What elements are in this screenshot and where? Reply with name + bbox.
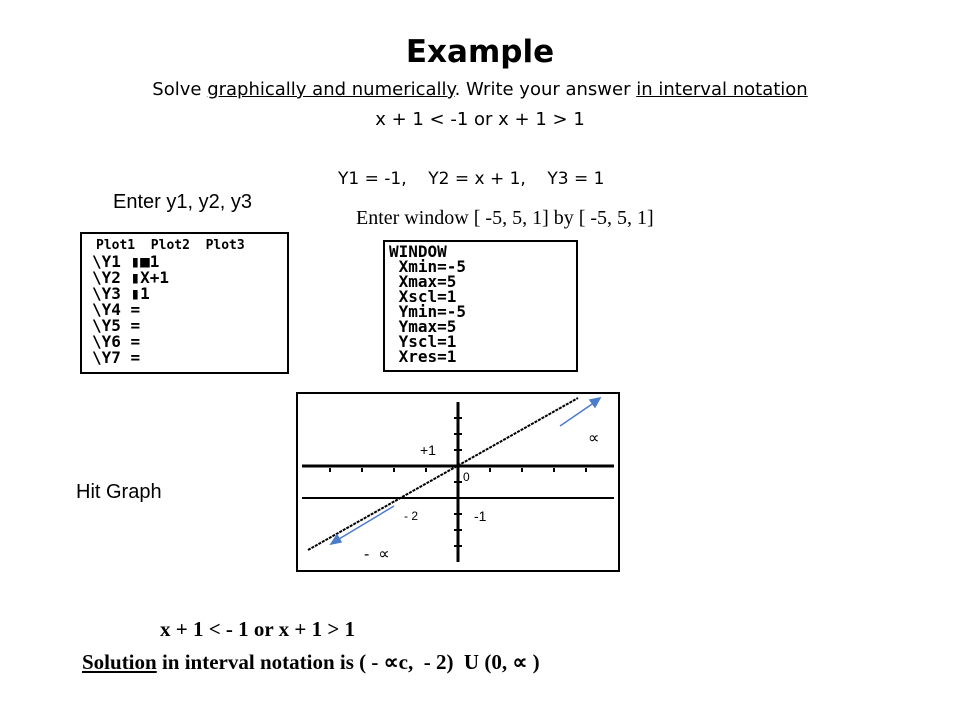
final-inequality: x + 1 < - 1 or x + 1 > 1 — [160, 617, 356, 641]
y-line-5: \Y5 = — [92, 316, 141, 335]
y-line-4: \Y4 = — [92, 300, 141, 319]
label-neg-infinity: - ∝ — [364, 546, 390, 563]
instructions-part1: Solve — [152, 79, 208, 100]
slide-title: Example — [405, 34, 555, 70]
window-line-1: WINDOW — [389, 242, 447, 261]
y-line-3: \Y3 ▮1 — [92, 284, 150, 303]
label-neg-one: -1 — [474, 508, 487, 524]
label-plus-one: +1 — [420, 442, 436, 458]
problem-equation: x + 1 < -1 or x + 1 > 1 — [375, 109, 585, 130]
y-line-7: \Y7 = — [92, 348, 141, 367]
label-zero: 0 — [463, 470, 470, 484]
enter-window-label: Enter window [ -5, 5, 1] by [ -5, 5, 1] — [356, 207, 654, 229]
arrow-right-icon — [560, 398, 600, 426]
window-screen — [383, 240, 578, 372]
arrow-left-icon — [331, 506, 394, 544]
plot-header: Plot1 Plot2 Plot3 — [96, 238, 245, 253]
window-line-2: Xmin=-5 — [389, 257, 467, 276]
instructions-part2: . Write your answer — [454, 79, 637, 100]
hit-graph-label: Hit Graph — [76, 481, 162, 503]
instructions — [0, 79, 960, 100]
solution-interval: in interval notation is ( - ∝c, - 2) U (0, ∝ ) — [156, 650, 540, 674]
window-line-4: Xscl=1 — [389, 287, 457, 306]
instructions-underlined-2: in interval notation — [636, 79, 808, 100]
enter-y-label: Enter y1, y2, y3 — [113, 191, 252, 213]
window-line-3: Xmax=5 — [389, 272, 457, 291]
window-line-7: Yscl=1 — [389, 332, 457, 351]
graph-screen — [296, 392, 620, 572]
y-editor-screen — [80, 232, 289, 374]
y-line-6: \Y6 = — [92, 332, 141, 351]
y-line-2: \Y2 ▮X+1 — [92, 268, 170, 287]
window-line-5: Ymin=-5 — [389, 302, 467, 321]
label-neg-two: - 2 — [404, 509, 419, 523]
line-y2 — [308, 398, 578, 550]
label-infinity: ∝ — [588, 430, 600, 447]
instructions-underlined-1: graphically and numerically — [207, 79, 455, 100]
solution-word: Solution — [82, 650, 157, 674]
window-line-8: Xres=1 — [389, 347, 457, 366]
window-line-6: Ymax=5 — [389, 317, 457, 336]
y-line-1: \Y1 ▮■1 — [92, 252, 160, 271]
graph-drawing — [298, 394, 618, 570]
final-solution — [82, 650, 540, 675]
y-equations: Y1 = -1, Y2 = x + 1, Y3 = 1 — [338, 169, 605, 189]
